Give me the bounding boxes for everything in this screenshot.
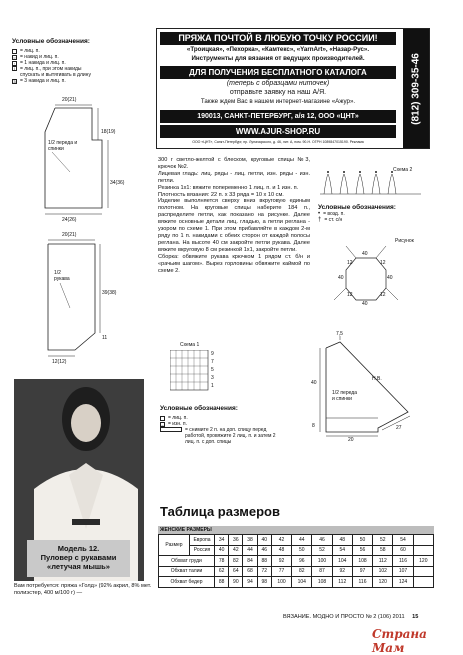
pattern-front-back xyxy=(40,97,130,227)
schema-1-grid xyxy=(170,350,210,392)
ad-address: 190013, САНКТ-ПЕТЕРБУРГ, а/я 12, ООО «ЦНТ» xyxy=(160,110,396,123)
schema-2-legend: Условные обозначения: • = возд. п. † = ст. с/н xyxy=(318,204,428,223)
ad-catalog: ДЛЯ ПОЛУЧЕНИЯ БЕСПЛАТНОГО КАТАЛОГА xyxy=(160,66,396,79)
schema-2-title: Схема 2 xyxy=(393,167,413,173)
page-number: 15 xyxy=(412,614,419,620)
text-gauge: Плотность вязания: 22 п. х 33 ряда = 10 х 10 см. xyxy=(158,191,284,198)
dim-top: 20(21) xyxy=(62,232,77,238)
materials-text: Вам потребуется: пряжа «Голд» (92% акрил, 8% мет. полиэстер, 400 м/100 г) — xyxy=(14,583,152,596)
pattern-label: 1/2 рукава xyxy=(54,270,70,282)
size-table-header: ЖЕНСКИЕ РАЗМЕРЫ xyxy=(158,526,434,534)
dim-bottom: 24(26) xyxy=(62,217,77,223)
ad-brands: «Троицкая», «Пехорка», «Камтекс», «YarnArt», «Назар-Рус». xyxy=(186,46,370,53)
pattern-outline xyxy=(40,102,130,227)
schema-1-row-numbers: 9 7 5 3 1 xyxy=(211,351,214,389)
size-table xyxy=(158,526,434,588)
legend-1-item: 3 = 3 накида и лиц. п. xyxy=(13,78,66,84)
ad-legal: ООО «ЦНТ», Санкт-Петербург, пр. Луначарского, д. 46, лит. А, пом. 90-Н. ОГРН 1089847015190. Реклама xyxy=(192,140,364,144)
symbol-box: | xyxy=(13,66,16,71)
dim-top: 20(21) xyxy=(62,97,77,103)
ad-website[interactable]: WWW.AJUR-SHOP.RU xyxy=(160,125,396,138)
symbol-box: ○ xyxy=(13,54,16,60)
ad-tools: Инструменты для вязания от ведущих производителей. xyxy=(191,55,365,62)
ad-headline: ПРЯЖА ПОЧТОЙ В ЛЮБУЮ ТОЧКУ РОССИИ! xyxy=(160,32,396,45)
instructions-text xyxy=(158,157,310,274)
text-main: Изделие выполняется сверху вниз вкруговую единым полотном. На круговые спицы наберите 184 п., распределите петли, как показано на рисунке. Далее вяжите основные детали лиц. гладью, а петли реглана - узором по схеме 1. При этом прибавляйте в каждом 2-м ряду по 1 п. накидами с обеих сторон от каждой полосы реглана. На высоте 40 см закройте петли рукава. Далее вяжите вкруговую 8 см резинкой 1х1, закройте петли. xyxy=(158,198,310,253)
legend-2-item: = снимите 2 п. на доп. спицу перед работой, провяжите 2 лиц. п. и затем 2 лиц. п. с доп. спицы xyxy=(160,427,310,445)
dim-small: 11 xyxy=(102,335,108,341)
legend-1-item: = лиц. п. xyxy=(12,48,132,54)
dim-side: 39(38) xyxy=(102,290,117,296)
legend-2 xyxy=(160,405,310,445)
ad-phone: (812) 309-35-46 xyxy=(403,29,429,148)
risunok-diagram: 40 12 40 12 40 12 40 12 xyxy=(324,238,414,318)
legend-1-item: | = лиц. п., при этом накиды спускать и вытягивать в длину xyxy=(13,66,91,78)
table-row: Размер Европа 34 36 38 40 42 44 46 48 50 52 54 xyxy=(159,535,434,546)
schema-2-chart xyxy=(316,160,426,200)
model-number: Модель 12. xyxy=(57,544,100,553)
table-row: Обхват талии 62 64 68 72 77 82 87 92 97 102 107 xyxy=(159,566,434,577)
dim-side-right: 34(36) xyxy=(110,180,125,186)
size-table-grid xyxy=(158,534,434,588)
model-title: Пуловер с рукавами xyxy=(40,553,117,562)
table-row: Обхват груди 78 82 84 88 92 96 100 104 108 112 116 120 xyxy=(159,556,434,567)
schema-1-chart xyxy=(170,350,210,392)
page-footer xyxy=(283,614,418,620)
ad-samples: (теперь с образцами ниточек) xyxy=(226,80,330,87)
legend-1-item: ○ = накид и лиц. п. xyxy=(13,54,59,60)
table-row: Россия 40 42 44 46 48 50 52 54 56 58 60 xyxy=(159,545,434,556)
sleeve-outline xyxy=(40,238,130,368)
model-subtitle: «летучая мышь» xyxy=(47,562,110,571)
size-table-title: Таблица размеров xyxy=(160,504,280,519)
legend-2-title: Условные обозначения: xyxy=(160,405,238,412)
legend-1-item: ◦ = 1 накида и лиц. п. xyxy=(13,60,66,66)
text-stockinette: Лицевая гладь: лиц. ряды - лиц. петли, изн. ряды - изн. петли. xyxy=(158,170,310,184)
symbol-box xyxy=(12,49,17,54)
risunok-title: Рисунок xyxy=(395,238,414,244)
legend-chain-stitch: • = возд. п. xyxy=(318,211,345,217)
footer-magazine: ВЯЗАНИЕ. МОДНО И ПРОСТО № 2 (106) 2011 xyxy=(283,614,405,620)
symbol-box: 3 xyxy=(13,78,16,84)
pattern-raglan: 7,5 Н.В. 40 8 27 20 1/2 переда и спинки xyxy=(306,330,426,442)
symbol-box: ◦ xyxy=(13,60,16,66)
text-yarn: 300 г светло-желтой с блеском, круговые спицы №3, крючок №2. xyxy=(158,157,310,170)
pattern-label: 1/2 переда и спинки xyxy=(48,140,78,152)
legend-1-title: Условные обозначения: xyxy=(12,38,90,45)
dim-bottom: 12(12) xyxy=(52,359,67,365)
dim-side-top: 18(19) xyxy=(101,129,116,135)
legend-1 xyxy=(12,38,132,84)
ad-request: отправьте заявку на наш А/Я. xyxy=(229,89,327,96)
pattern-sleeve xyxy=(40,232,130,368)
text-rib: Резинка 1х1: вяжите попеременно 1 лиц. п. и 1 изн. п. xyxy=(158,184,299,191)
legend-2-item: = лиц. п. xyxy=(160,415,310,421)
advert-block xyxy=(156,28,430,149)
legend-double-crochet: † = ст. с/н xyxy=(318,217,343,223)
schema-1-title: Схема 1 xyxy=(180,342,200,348)
ad-shop: Также ждем Вас в нашем интернет-магазине «Ажур». xyxy=(200,98,356,105)
legend-2-item: – = изн. п. xyxy=(161,421,188,427)
table-row: Обхват бедер 88 90 94 98 100 104 108 112 116 120 124 xyxy=(159,577,434,588)
watermark-logo: Страна Мам xyxy=(372,627,427,655)
model-caption xyxy=(27,540,130,577)
text-assembly: Сборка: обвяжите рукава крючком 1 рядом ст. б/н и «рачьим шагом». Вырез горловины обвяжите каймой по схеме 2. xyxy=(158,253,310,274)
